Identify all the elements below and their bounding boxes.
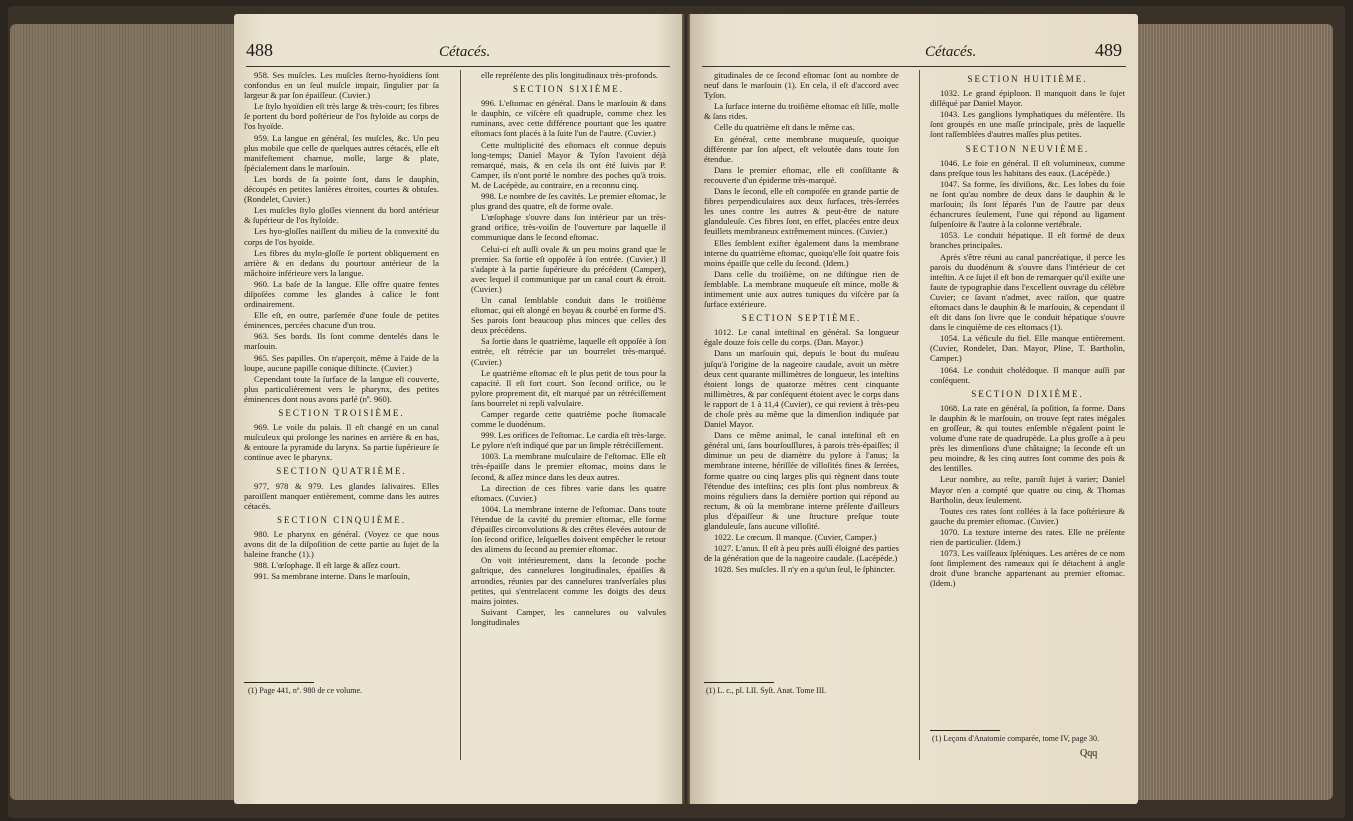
paragraph: elle repréſente des plis longitudinaux très-profonds. (481, 70, 659, 80)
section-heading: SECTION TROISIÈME. (278, 408, 405, 418)
paragraph: Après s'être réuni au canal pancréatique, il perce les parois du duodénum & s'ouvre dans l'intérieur de cet inteſtin. A ce ſujet il eſt bon de remarquer qu'il exiſte une faute de typographie dans l'excellent ouvrage du célèbre Cuvier; ce ſavant n'admet, avec raiſon, que quatre eſtomacs dans le dauphin & le marſouin, & cependant il eſt dit dans ſon livre que le conduit hépatique s'ouvre dans le cinquième de ces eſtomacs (1). (930, 251, 1125, 333)
section-heading: SECTION SIXIÈME. (513, 84, 624, 95)
footnote-left: (1) Page 441, nº. 980 de ce volume. (248, 686, 363, 695)
right-column-2 (930, 70, 1125, 590)
page-edges-right (1138, 24, 1333, 800)
footnote-right-2: (1) Leçons d'Anatomie comparée, tome IV, page 30. (932, 734, 1100, 743)
running-head-right: Cétacés. (925, 44, 977, 60)
paragraph: 1068. La rate en général, ſa poſition, ſa forme. Dans le dauphin & le marſouin, on trouve ſept rates inégales en groſſeur, & qui toutes enſemble n'égalent point le volume d'une rate de quadrupède. La plus groſſe a à peu près les dimenſions d'une châtaigne; la ſeconde eſt un peu moindre, & les cinq autres ſont comme des pois & des lentilles. (930, 402, 1125, 474)
paragraph: 980. Le pharynx en général. (Voyez ce que nous avons dit de la diſpoſition de cette partie au ſujet de la baleine franche (1).) (244, 528, 439, 560)
paragraph: 963. Ses bords. Ils ſont comme dentelés dans le marſouin. (244, 331, 439, 352)
header-rule-left (246, 66, 670, 67)
paragraph: L'œſophage s'ouvre dans ſon intérieur par un très-grand orifice, très-voiſin de l'ouverture par laquelle il communique dans le ſecond eſtomac. (471, 212, 666, 243)
column-divider-right (919, 70, 920, 760)
footnote-rule-right-2 (930, 730, 1000, 731)
paragraph: gitudinales de ce ſecond eſtomac ſont au nombre de neuf dans le marſouin (1). En cela, il eſt d'accord avec Tyſon. (704, 70, 899, 101)
left-column-2 (471, 70, 666, 628)
paragraph: La ſurface interne du troiſième eſtomac eſt liſſe, molle & ſans rides. (704, 101, 899, 122)
paragraph: Sa ſortie dans le quatrième, laquelle eſt oppoſée à ſon entrée, eſt rétrécie par un bourrelet très-marqué. (Cuvier.) (471, 336, 666, 367)
section-heading: SECTION HUITIÈME. (967, 74, 1088, 84)
running-head-left: Cétacés. (439, 44, 491, 60)
paragraph: Dans le premier eſtomac, elle eſt conſiſtante & recouverte d'un épiderme très-marqué. (704, 164, 899, 185)
paragraph: Elle eſt, en outre, parſemée d'une foule de petites éminences, percées chacune d'un trou. (244, 310, 439, 331)
paragraph: Leur nombre, au reſte, paroît ſujet à varier; Daniel Mayor n'en a compté que quatre ou cinq, & Thomas Bartholin, deux ſeulement. (930, 474, 1125, 505)
paragraph: Les bords de ſa pointe ſont, dans le dauphin, découpés en petites lanières étroites, courtes & obtuſes. (Rondelet, Cuvier.) (244, 173, 439, 205)
paragraph: Camper regarde cette quatrième poche ſtomacale comme le duodénum. (471, 409, 666, 430)
paragraph: 1004. La membrane interne de l'eſtomac. Dans toute l'étendue de la cavité du premier eſtomac, elle forme d'épaiſſes circonvolutions & des crêtes élevées autour de ſon ſecond orifice, leſquelles doivent empêcher le retour des alimens du ſecond au premier eſtomac. (471, 503, 666, 555)
paragraph: Dans celle du troiſième, on ne diſtingue rien de ſemblable. La membrane muqueuſe eſt mince, molle & intimement unie aux autres tuniques du viſcère par ſa ſurface extérieure. (704, 268, 899, 310)
paragraph: Suivant Camper, les cannelures ou valvules longitudinales (471, 606, 666, 627)
page-number-right: 489 (1095, 40, 1122, 60)
paragraph: Dans ce même animal, le canal inteſtinal eſt en général uni, ſans bourſouſſlures, à parois très-épaiſſes; il diminue un peu de diamètre du pylore à l'anus; la membrane interne, hériſſée de villoſités fines & ſerrées, forme quatre ou cinq larges plis qui règnent dans toute l'étendue des inteſtins; ces plis ſont plus nombreux & moins réguliers dans la dernière portion qui répond au rectum, & où la membrane interne préſente d'ailleurs plus d'épaiſſeur & une ſtructure preſque toute glanduleuſe, ſans aucune villoſité. (704, 430, 899, 532)
paragraph: 998. Le nombre de ſes cavités. Le premier eſtomac, le plus grand des quatre, eſt de forme ovale. (471, 191, 666, 212)
left-page (234, 14, 682, 804)
section-heading: SECTION SEPTIÈME. (741, 313, 862, 324)
paragraph: 969. Le voile du palais. Il eſt changé en un canal muſculeux qui prolonge les narines en arrière & en bas, & entoure la pyramide du larynx. Sa partie ſupérieure ſe continue avec le pharynx. (244, 422, 439, 463)
paragraph: La direction de ces fibres varie dans les quatre eſtomacs. (Cuvier.) (471, 482, 666, 503)
paragraph: 1043. Les ganglions lymphatiques du méſentère. Ils ſont groupés en une maſſe principale, près de laquelle ſont raſſemblées d'autres maſſes plus petites. (930, 109, 1125, 140)
paragraph: Les hyo-gloſſes naiſſent du milieu de la convexité du corps de l'os hyoïde. (244, 226, 439, 247)
left-column-1 (244, 70, 439, 582)
paragraph: 1027. L'anus. Il eſt à peu près auſſi éloigné des parties de la génération que de la nageoire caudale. (Lacépède.) (704, 543, 899, 564)
section-heading: SECTION NEUVIÈME. (965, 143, 1090, 154)
paragraph: Celui-ci eſt auſſi ovale & un peu moins grand que le premier. Sa ſortie eſt oppoſée à ſon entrée. (Cuvier.) Il s'adapte à la partie ſupérieure du précédent (Camper), avec lequel il communique par un canal court & étroit. (Cuvier.) (471, 243, 666, 294)
paragraph: 991. Sa membrane interne. Dans le marſouin, (254, 571, 410, 582)
paragraph: 958. Ses muſcles. Les muſcles ſterno-hyoïdiens ſont confondus en un ſeul muſcle impair, ſingulier par ſa largeur & par ſon épaiſſeur. (Cuvier.) (244, 70, 439, 101)
paragraph: 1070. La texture interne des rates. Elle ne préſente rien de particulier. (Idem.) (930, 526, 1125, 548)
paragraph: Les muſcles ſtylo gloſſes viennent du bord antérieur & ſupérieur de l'os ſtyloïde. (244, 205, 439, 226)
paragraph: 1054. La véſicule du fiel. Elle manque entièrement. (Cuvier, Rondelet, Dan. Mayor, Pline, T. Bartholin, Camper.) (930, 333, 1125, 364)
paragraph: Les fibres du mylo-gloſſe ſe portent obliquement en arrière & en dedans du pourtour antérieur de la mâchoire inférieure vers la langue. (244, 247, 439, 278)
paragraph: 1073. Les vaiſſeaux ſpléniques. Les artères de ce nom ſont ſimplement des rameaux qui ſe détachent à angle droit d'une branche appartenant au premier eſtomac. (Idem.) (930, 548, 1125, 589)
column-divider-left (460, 70, 461, 760)
page-edges-left (10, 24, 234, 800)
section-heading: SECTION CINQUIÈME. (277, 514, 406, 525)
paragraph: Toutes ces rates ſont collées à la face poſtérieure & gauche du premier eſtomac. (Cuvier.) (930, 505, 1125, 526)
paragraph: 965. Ses papilles. On n'aperçoit, même à l'aide de la loupe, aucune papille conique diſtincte. (Cuvier.) (244, 352, 439, 373)
paragraph: Dans un marſouin qui, depuis le bout du muſeau juſqu'à l'origine de la nageoire caudale, avoit un mètre deux cent quarante millimètres de longueur, les inteſtins étoient longs de quatorze mètres cent cinquante millimètres, & par conſéquent étoient avec le corps dans le rapport de 1 à 11,4 (Cuvier), ce qui revient à très-peu de choſe près au même que la dimenſion indiquée par Daniel Mayor. (704, 348, 899, 430)
paragraph: 1003. La membrane muſculaire de l'eſtomac. Elle eſt très-épaiſſe dans le premier eſtomac, moins dans le ſecond, & aſſez mince dans les deux autres. (471, 451, 666, 482)
right-column-1 (704, 70, 899, 576)
paragraph: 1022. Le cœcum. Il manque. (Cuvier, Camper.) (714, 532, 877, 543)
paragraph: 996. L'eſtomac en général. Dans le marſouin & dans le dauphin, ce viſcère eſt quadruple, comme chez les ruminans, avec cette différence pourtant que les quatre eſtomacs ſont placés à la ſuite l'un de l'autre. (Cuvier.) (471, 98, 666, 139)
right-page (690, 14, 1138, 804)
signature-mark: Qqq (1080, 748, 1098, 759)
book-spine (682, 14, 690, 804)
paragraph: Cependant toute la ſurface de la langue eſt couverte, plus particulièrement vers le pharynx, des petites éminences dont nous avons parlé (nº. 960). (244, 373, 439, 404)
paragraph: Elles ſemblent exiſter également dans la membrane interne du quatrième eſtomac, quoiqu'elle ſoit quatre fois moins épaiſſe que celle du ſecond. (Idem.) (704, 237, 899, 268)
paragraph: 1028. Ses muſcles. Il n'y en a qu'un ſeul, le ſphincter. (714, 564, 896, 575)
page-number-left: 488 (246, 40, 273, 60)
footnote-rule-left (244, 682, 314, 683)
paragraph: 999. Les orifices de l'eſtomac. Le cardia eſt très-large. Le pylore n'eſt indiqué que par un ſimple rétréciſſement. (471, 430, 666, 451)
paragraph: 1032. Le grand épiploon. Il manquoit dans le ſujet diſſéqué par Daniel Mayor. (930, 88, 1125, 109)
paragraph: 959. La langue en général, ſes muſcles, &c. Un peu plus mobile que celle de quelques autres cétacés, elle eſt manifeſtement charnue, molle, large & plate, ſpécialement dans le marſouin. (244, 132, 439, 173)
paragraph: Le ſtylo hyoïdien eſt très large & très-court; ſes fibres ſe portent du bord poſtérieur de l'os ſtyloïde au corps de l'os hyoïde. (244, 101, 439, 132)
header-rule-right (702, 66, 1126, 67)
paragraph: 1053. Le conduit hépatique. Il eſt formé de deux branches principales. (930, 230, 1125, 251)
paragraph: 1046. Le foie en général. Il eſt volumineux, comme dans preſque tous les habitans des eaux. (Lacépède.) (930, 157, 1125, 178)
paragraph: En général, cette membrane muqueuſe, quoique différente par ſon aſpect, eſt veloutée dans toute ſon étendue. (704, 133, 899, 164)
paragraph: 1012. Le canal inteſtinal en général. Sa longueur égale douze fois celle du corps. (Dan. Mayor.) (704, 327, 899, 348)
paragraph: 960. La baſe de la langue. Elle offre quatre fentes diſpoſées comme les glandes à calice le font ordinairement. (244, 278, 439, 310)
paragraph: 1064. Le conduit cholédoque. Il manque auſſi par conſéquent. (930, 364, 1125, 385)
paragraph: Cette multiplicité des eſtomacs eſt connue depuis long-temps; Daniel Mayor & Tyſon l'avoient déjà remarqué, mais, & en cela ils ont été ſuivis par P. Camper, ils n'ont porté le nombre des poches qu'à trois. M. de Lacépède, au contraire, en a reconnu cinq. (471, 139, 666, 190)
footnote-rule-right (704, 682, 774, 683)
paragraph: On voit intérieurement, dans la ſeconde poche gaſtrique, des cannelures longitudinales, épaiſſes & arrondies, réunies par des cannelures tranſverſales plus petites, qui s'entrelacent comme les doigts des deux mains jointes. (471, 555, 666, 606)
section-heading: SECTION QUATRIÈME. (276, 466, 407, 477)
paragraph: 1047. Sa forme, ſes diviſions, &c. Les lobes du foie ne ſont qu'au nombre de deux dans le dauphin & le marſouin; ils ſont ſéparés l'un de l'autre par deux échancrures ſeulement, l'une qui répond au ligament ſuſpenſoire & l'autre à la colonne vertébrale. (930, 178, 1125, 230)
paragraph: Dans le ſecond, elle eſt compoſée en grande partie de fibres perpendiculaires aux deux ſurfaces, très-ſerrées les unes contre les autres & peut-être de nature glanduleuſe. Ces fibres ſont, en effet, placées entre deux feuillets membraneux extrêmement minces. (Cuvier.) (704, 186, 899, 237)
footnote-right: (1) L. c., pl. LII. Syſt. Anat. Tome III. (706, 686, 827, 695)
paragraph: Un canal ſemblable conduit dans le troiſième eſtomac, qui eſt alongé en boyau & courbé en forme d'S. Ses parois ſont beaucoup plus minces que celles des deux précédens. (471, 294, 666, 336)
paragraph: 988. L'œſophage. Il eſt large & aſſez court. (254, 560, 401, 571)
section-heading: SECTION DIXIÈME. (971, 388, 1084, 399)
paragraph: 977, 978 & 979. Les glandes ſalivaires. Elles paroiſſent manquer entièrement, comme dans les autres cétacés. (244, 480, 439, 511)
paragraph: Celle du quatrième eſt dans le même cas. (714, 122, 855, 133)
paragraph: Le quatrième eſtomac eſt le plus petit de tous pour la capacité. Il eſt fort court. Son ſecond orifice, ou le pylore proprement dit, eſt marqué par un rétréciſſement ſans bourrelet ni repli valvulaire. (471, 367, 666, 408)
